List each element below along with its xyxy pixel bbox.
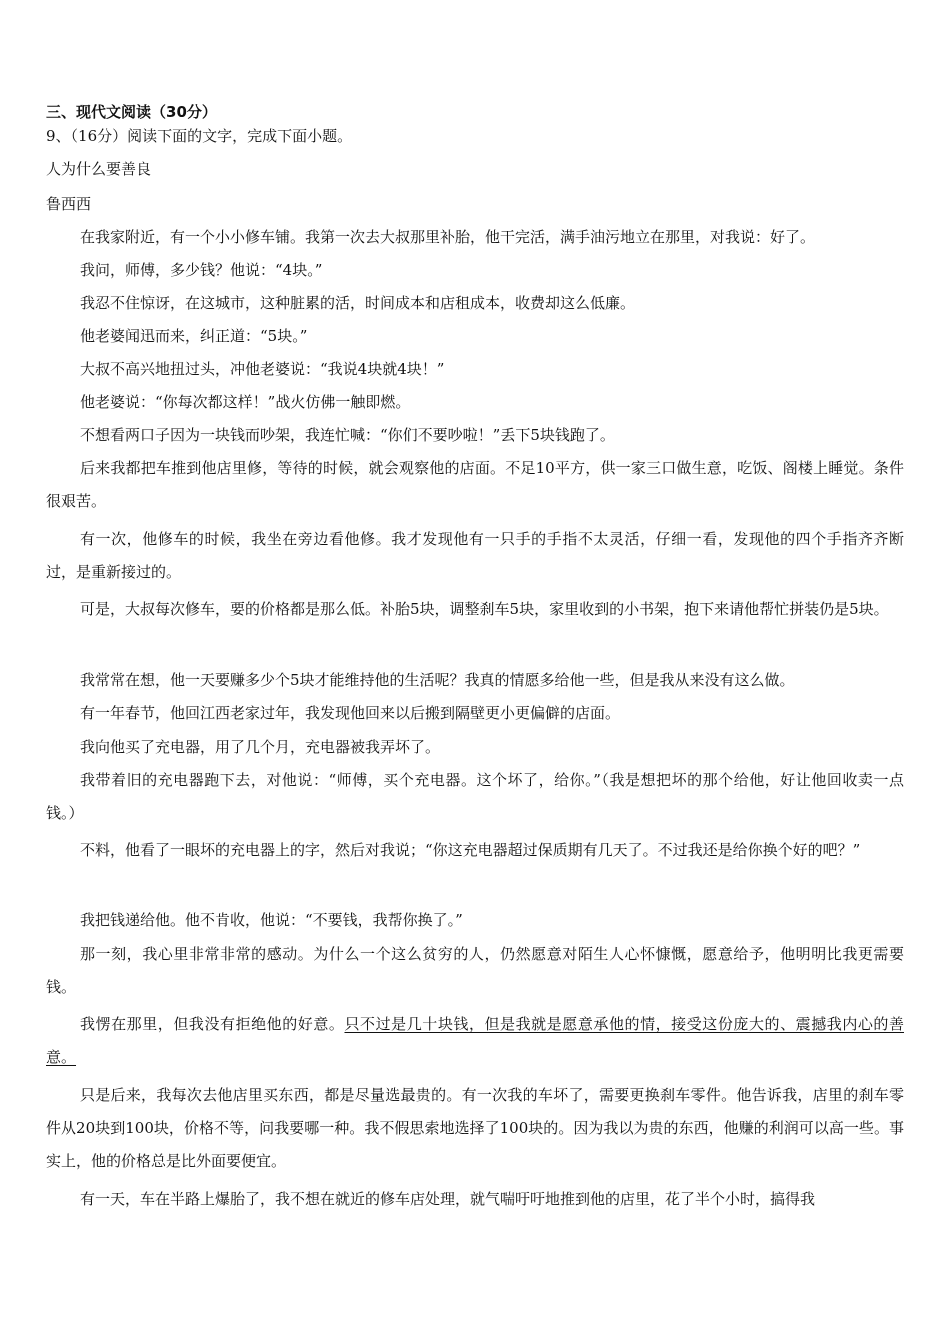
paragraph-6: 他老婆说：“你每次都这样！”战火仿佛一触即燃。 — [80, 393, 411, 411]
paragraph-5: 大叔不高兴地扭过头，冲他老婆说：“我说4块就4块！” — [80, 360, 445, 378]
section-heading: 三、现代文阅读（30分） — [46, 103, 217, 121]
underlined-sentence: 只不过是几十块钱，但是我就是愿意承他的情，接受这份庞大的、震撼我内心的善意。 — [46, 1015, 904, 1066]
paragraph-15: 不料，他看了一眼坏的充电器上的字，然后对我说；“你这充电器超过保质期有几天了。不过我还是给你换个好的吧？” — [80, 841, 861, 859]
paragraph-4: 他老婆闻迅而来，纠正道：“5块。” — [80, 327, 308, 345]
paragraph-10: 可是，大叔每次修车，要的价格都是那么低。补胎5块，调整刹车5块，家里收到的小书架，抱下来请他帮忙拼装仍是5块。 — [80, 600, 889, 618]
paragraph-16: 我把钱递给他。他不肯收，他说：“不要钱，我帮你换了。” — [80, 911, 463, 929]
paragraph-17: 那一刻，我心里非常非常的感动。为什么一个这么贫穷的人，仍然愿意对陌生人心怀慷慨，愿意给予，他明明比我更需要钱。 — [46, 945, 904, 996]
question-stem: 9、（16分）阅读下面的文字，完成下面小题。 — [46, 127, 353, 145]
paragraph-18 — [46, 1008, 904, 1074]
paragraph-19: 只是后来，我每次去他店里买东西，都是尽量选最贵的。有一次我的车坏了，需要更换刹车零件。他告诉我，店里的刹车零件从20块到100块，价格不等，问我要哪一种。我不假思索地选择了100块的。因为我以为贵的东西，他赚的利润可以高一些。事实上，他的价格总是比外面要便宜。 — [46, 1086, 904, 1170]
paragraph-8: 后来我都把车推到他店里修，等待的时候，就会观察他的店面。不足10平方，供一家三口做生意，吃饭、阁楼上睡觉。条件很艰苦。 — [46, 459, 904, 510]
paragraph-1: 在我家附近，有一个小小修车铺。我第一次去大叔那里补胎，他干完活，满手油污地立在那里，对我说：好了。 — [80, 228, 816, 246]
paragraph-18-text: 我愣在那里，但我没有拒绝他的好意。 — [80, 1015, 345, 1033]
paragraph-20: 有一天，车在半路上爆胎了，我不想在就近的修车店处理，就气喘吁吁地推到他的店里，花了半个小时，搞得我 — [80, 1190, 816, 1208]
paragraph-11: 我常常在想，他一天要赚多少个5块才能维持他的生活呢？我真的情愿多给他一些，但是我从来没有这么做。 — [80, 671, 795, 689]
article-author: 鲁西西 — [46, 195, 92, 213]
paragraph-13: 我向他买了充电器，用了几个月，充电器被我弄坏了。 — [80, 738, 441, 756]
paragraph-2: 我问，师傅，多少钱？他说：“4块。” — [80, 261, 323, 279]
article-title: 人为什么要善良 — [46, 160, 152, 178]
paragraph-9: 有一次，他修车的时候，我坐在旁边看他修。我才发现他有一只手的手指不太灵活，仔细一看，发现他的四个手指齐齐断过，是重新接过的。 — [46, 530, 904, 581]
paragraph-3: 我忍不住惊讶，在这城市，这种脏累的活，时间成本和店租成本，收费却这么低廉。 — [80, 294, 636, 312]
paragraph-7: 不想看两口子因为一块钱而吵架，我连忙喊：“你们不要吵啦！”丢下5块钱跑了。 — [80, 426, 615, 444]
paragraph-12: 有一年春节，他回江西老家过年，我发现他回来以后搬到隔壁更小更偏僻的店面。 — [80, 704, 621, 722]
paragraph-14: 我带着旧的充电器跑下去，对他说：“师傅，买个充电器。这个坏了，给你。”（我是想把坏的那个给他，好让他回收卖一点钱。） — [46, 771, 904, 822]
